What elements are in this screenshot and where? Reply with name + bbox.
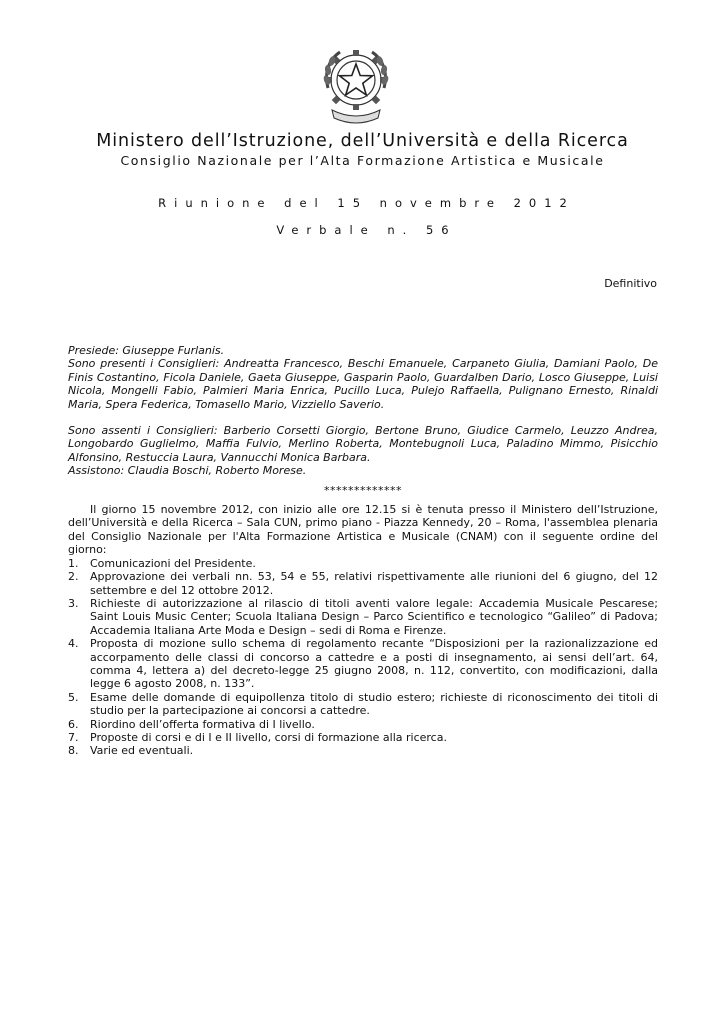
list-item: 8. Varie ed eventuali. (68, 744, 194, 758)
document-status: Definitivo (604, 277, 657, 290)
ministry-title: Ministero dell’Istruzione, dell’Università e della Ricerca (96, 131, 629, 151)
meeting-date: Riunione del 15 novembre 2012 (158, 196, 575, 210)
list-item: 4. Proposta di mozione sullo schema di regolamento recante “Disposizioni per la razionalizzazione ed accorpamento delle classi di concorso a cattedre e a posti di insegnamento, ai sensi dell’art. 64, comma 4, lettera a) del decreto-legge 25 giugno 2008, n. 112, convertito, con modificazioni, dalla legge 6 agosto 2008, n. 133”. (68, 637, 658, 691)
minutes-number: Verbale n. 56 (276, 223, 457, 237)
assisting-staff: Assistono: Claudia Boschi, Roberto Morese. (68, 464, 307, 478)
intro-paragraph: Il giorno 15 novembre 2012, con inizio alle ore 12.15 si è tenuta presso il Ministero dell’Istruzione, dell’Università e della Ricerca – Sala CUN, primo piano - Piazza Kennedy, 20 – Roma, l'assemblea plenaria del Consiglio Nazionale per l'Alta Formazione Artistica e Musicale (CNAM) con il seguente ordine del giorno: (68, 503, 658, 557)
list-item: 5. Esame delle domande di equipollenza titolo di studio estero; richieste di riconoscimento dei titoli di studio per la partecipazione ai concorsi a cattedre. (68, 690, 658, 718)
list-item: 2. Approvazione dei verbali nn. 53, 54 e 55, relativi rispettivamente alle riunioni del 6 giugno, del 12 settembre e del 12 ottobre 2012. (68, 570, 658, 597)
italian-republic-emblem-icon (318, 44, 394, 124)
absent-members: Sono assenti i Consiglieri: Barberio Corsetti Giorgio, Bertone Bruno, Giudice Carmelo, Leuzzo Andrea, Longobardo Guglielmo, Maffia Fulvio, Merlino Roberta, Montebugnoli Luca, Paladino Mimmo, Pisicchio Alfonsino, Restuccia Laura, Vannucchi Monica Barbara. (68, 424, 658, 464)
document-body (68, 344, 658, 758)
present-members: Sono presenti i Consiglieri: Andreatta Francesco, Beschi Emanuele, Carpaneto Giulia, Damiani Paolo, De Finis Costantino, Ficola Daniele, Gaeta Giuseppe, Gasparin Paolo, Guardalben Dario, Losco Giuseppe, Luisi Nicola, Mongelli Fabio, Palmieri Maria Enrica, Pucillo Luca, Pulejo Raffaella, Pulignano Ernesto, Rinaldi Maria, Spera Federica, Tomasello Mario, Vizziello Saverio. (68, 357, 658, 411)
list-item: 1. Comunicazioni del Presidente. (68, 556, 256, 570)
list-item: 6. Riordino dell’offerta formativa di I livello. (68, 717, 315, 731)
separator: ************* (324, 483, 402, 497)
list-item: 7. Proposte di corsi e di I e II livello, corsi di formazione alla ricerca. (68, 730, 447, 744)
council-subtitle: Consiglio Nazionale per l’Alta Formazione Artistica e Musicale (120, 153, 605, 168)
list-item: 3. Richieste di autorizzazione al rilascio di titoli aventi valore legale: Accademia Musicale Pescarese; Saint Louis Music Center; Scuola Italiana Design – Parco Scientifico e tecnologico “Galileo” di Padova; Accademia Italiana Arte Moda e Design – sedi di Roma e Firenze. (68, 596, 658, 637)
president-line: Presiede: Giuseppe Furlanis. (68, 344, 225, 357)
agenda-list (68, 557, 658, 758)
